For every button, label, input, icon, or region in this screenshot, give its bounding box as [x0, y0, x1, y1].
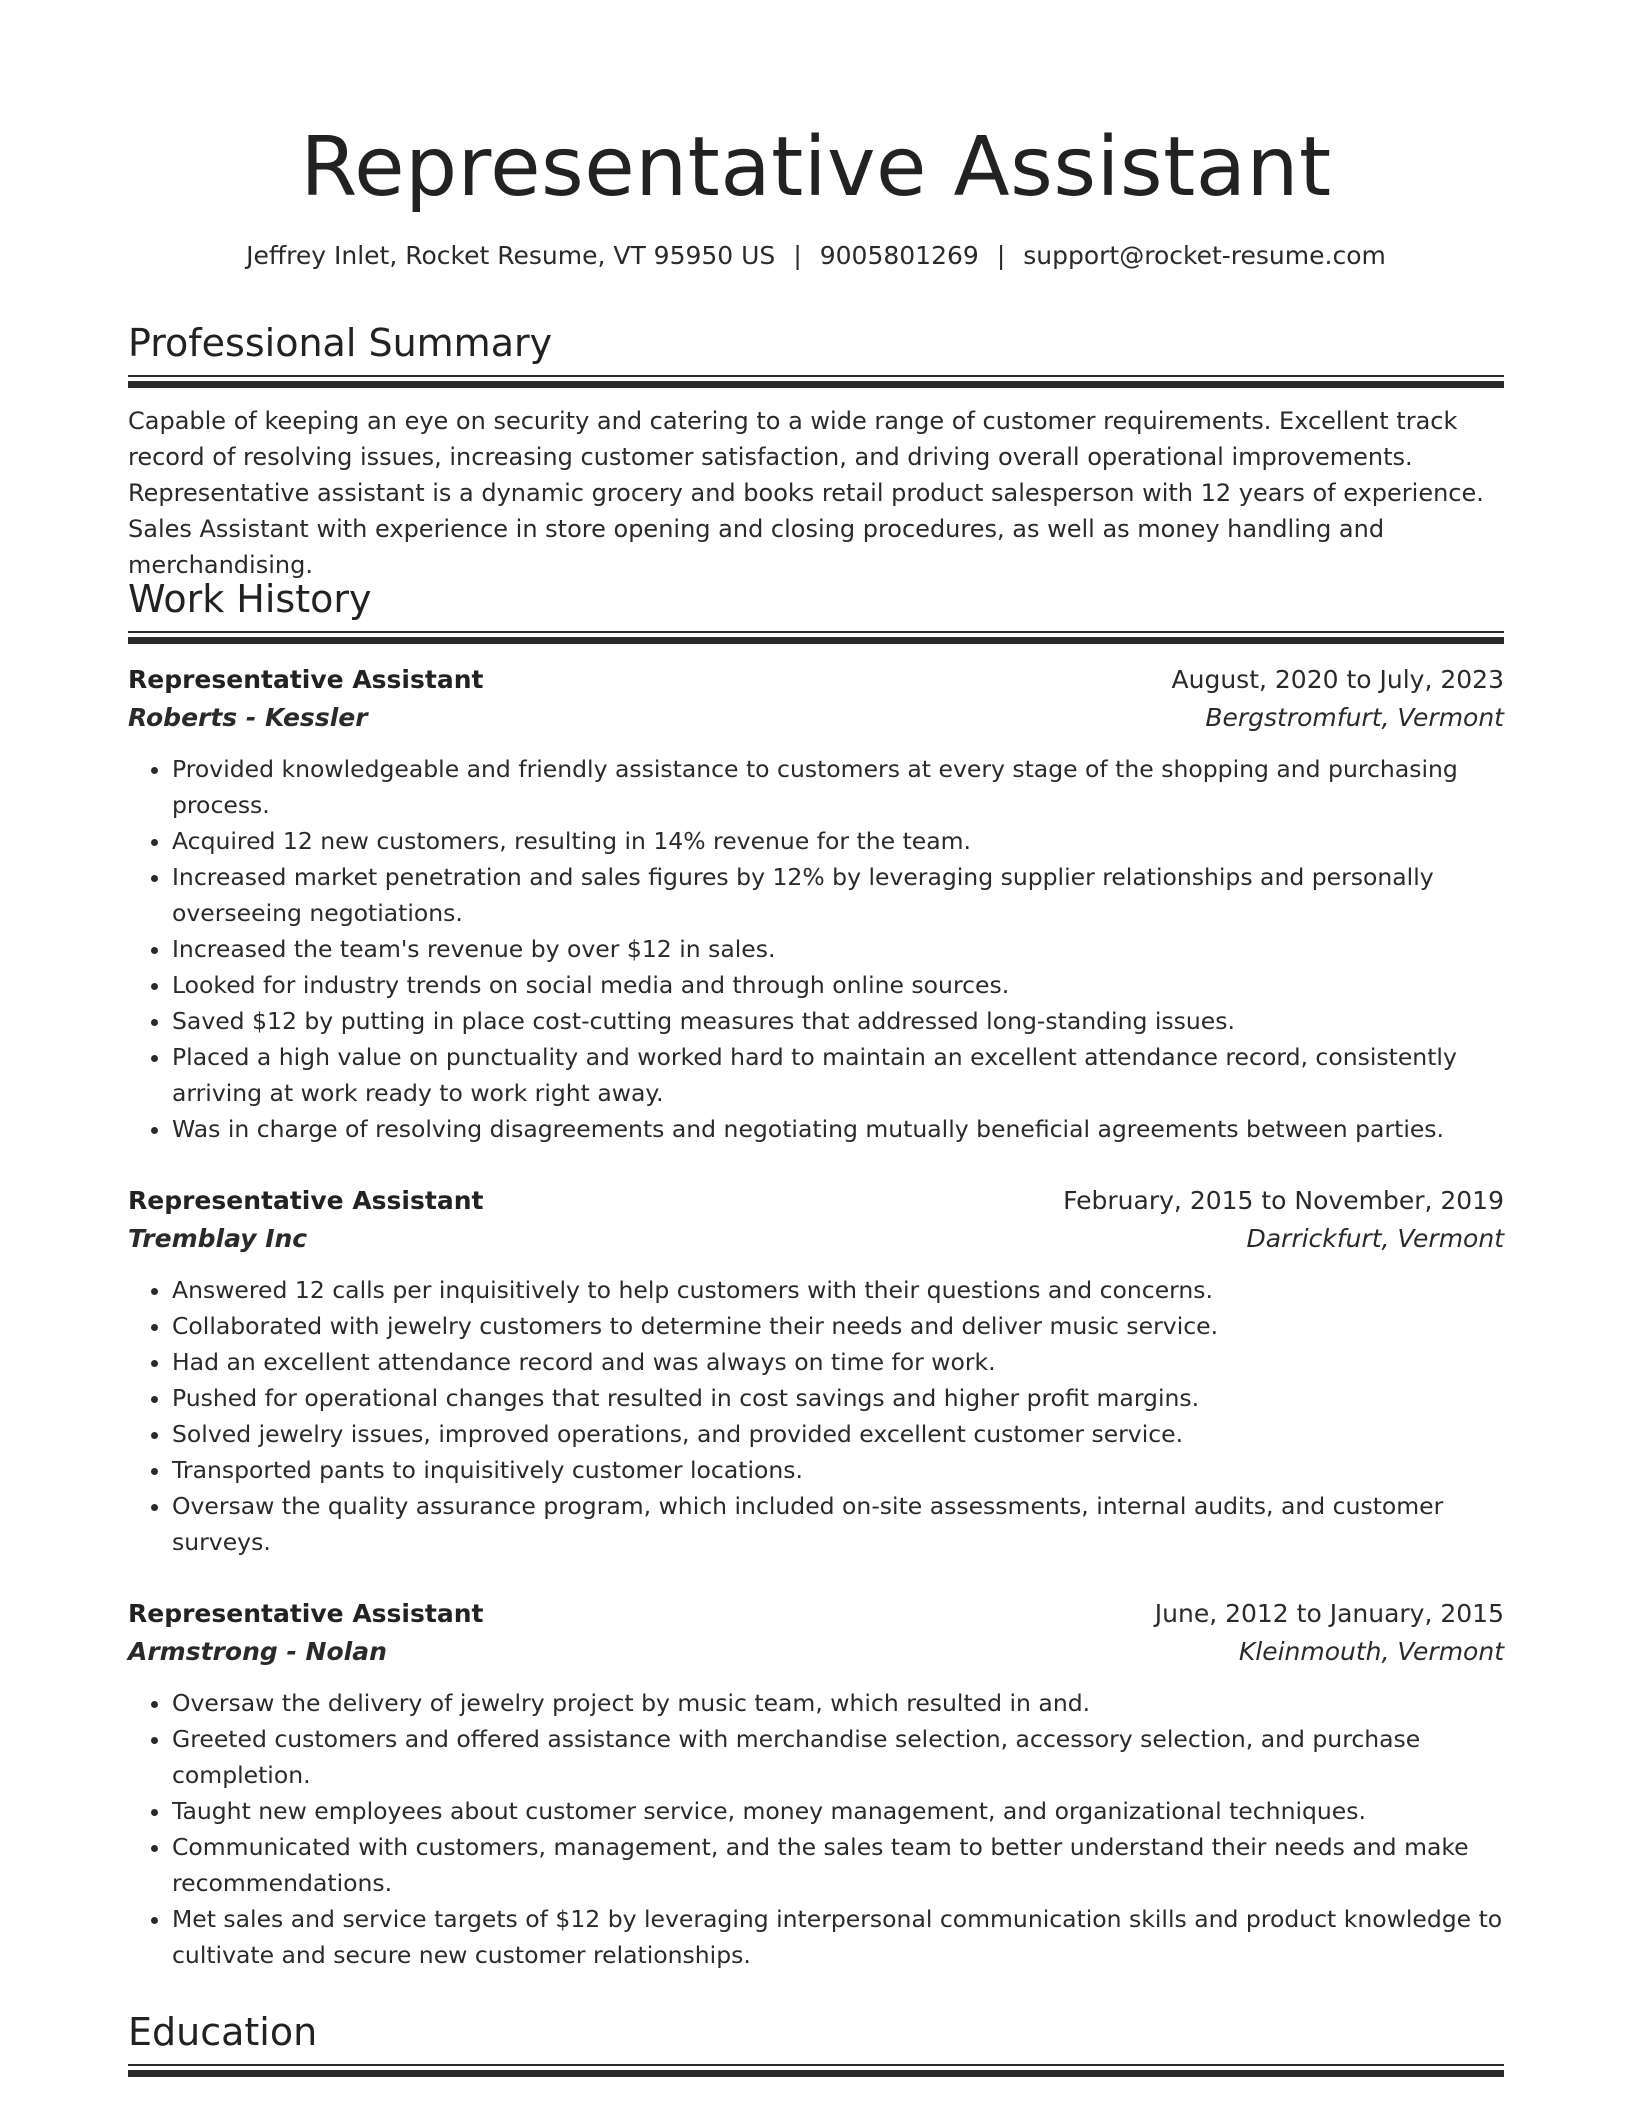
job-company: Roberts - Kessler: [128, 703, 368, 732]
section-divider: [128, 631, 1504, 644]
job-bullet: • Taught new employees about customer service, money management, and organizational techniques.: [172, 1793, 1504, 1829]
job-bullet: • Oversaw the quality assurance program, which included on-site assessments, internal audits, and customer surveys.: [172, 1488, 1504, 1560]
job-subheader-row: [128, 699, 1504, 737]
section-title-work-history: Work History: [128, 577, 372, 621]
job-bullet: • Answered 12 calls per inquisitively to help customers with their questions and concerns.: [172, 1272, 1504, 1308]
job-bullet: • Collaborated with jewelry customers to determine their needs and deliver music service.: [172, 1308, 1504, 1344]
job-header-row: [128, 1595, 1504, 1633]
job-company: Armstrong - Nolan: [128, 1637, 387, 1666]
job-company: Tremblay Inc: [128, 1224, 308, 1253]
job-subheader-row: [128, 1633, 1504, 1671]
job-title: Representative Assistant: [128, 1186, 484, 1215]
job-header-row: [128, 1182, 1504, 1220]
job-bullet-list: [128, 1272, 1504, 1560]
summary-text: Capable of keeping an eye on security and catering to a wide range of customer requirements. Excellent track record of resolving issues, increasing customer satisfaction, and driving overall operational improvements. Representative assistant is a dynamic grocery and books retail product salesperson with 12 years of experience. Sales Assistant with experience in store opening and closing procedures, as well as money handling and merchandising.: [128, 407, 1484, 579]
job-bullet: • Looked for industry trends on social media and through online sources.: [172, 967, 1504, 1003]
job-location: Kleinmouth, Vermont: [1238, 1637, 1504, 1666]
job-dates: June, 2012 to January, 2015: [1154, 1599, 1504, 1628]
job-location: Darrickfurt, Vermont: [1246, 1224, 1504, 1253]
job-bullet: • Increased the team's revenue by over $12 in sales.: [172, 931, 1504, 967]
job-bullet: • Saved $12 by putting in place cost-cutting measures that addressed long-standing issues.: [172, 1003, 1504, 1039]
job-location: Bergstromfurt, Vermont: [1205, 703, 1504, 732]
job-subheader-row: [128, 1220, 1504, 1258]
contact-separator: |: [793, 241, 802, 270]
section-title-education: Education: [128, 2010, 318, 2054]
resume-name: Representative Assistant: [300, 120, 1332, 215]
job-bullet-list: [128, 1685, 1504, 1973]
job-bullet: • Pushed for operational changes that resulted in cost savings and higher profit margins.: [172, 1380, 1504, 1416]
job-bullet: • Increased market penetration and sales figures by 12% by leveraging supplier relationships and personally overseeing negotiations.: [172, 859, 1504, 931]
job-entry: [128, 1182, 1504, 1560]
job-bullet: • Placed a high value on punctuality and worked hard to maintain an excellent attendance record, consistently arriving at work ready to work right away.: [172, 1039, 1504, 1111]
job-bullet: • Oversaw the delivery of jewelry project by music team, which resulted in and.: [172, 1685, 1504, 1721]
job-bullet-list: [128, 751, 1504, 1147]
contact-phone: 9005801269: [819, 241, 979, 270]
job-bullet: • Transported pants to inquisitively customer locations.: [172, 1452, 1504, 1488]
section-divider: [128, 2064, 1504, 2077]
job-title: Representative Assistant: [128, 665, 484, 694]
job-dates: August, 2020 to July, 2023: [1171, 665, 1504, 694]
job-bullet: • Greeted customers and offered assistance with merchandise selection, accessory selection, and purchase completion.: [172, 1721, 1504, 1793]
job-entry: [128, 661, 1504, 1147]
job-entry: [128, 1595, 1504, 1973]
job-bullet: • Provided knowledgeable and friendly assistance to customers at every stage of the shopping and purchasing process.: [172, 751, 1504, 823]
contact-separator: |: [996, 241, 1006, 270]
contact-line: [128, 238, 1504, 274]
job-header-row: [128, 661, 1504, 699]
contact-address: Jeffrey Inlet, Rocket Resume, VT 95950 US: [246, 241, 776, 270]
job-bullet: • Had an excellent attendance record and was always on time for work.: [172, 1344, 1504, 1380]
section-title-summary: Professional Summary: [128, 321, 553, 365]
job-bullet: • Communicated with customers, management, and the sales team to better understand their needs and make recommendations.: [172, 1829, 1504, 1901]
job-bullet: • Solved jewelry issues, improved operations, and provided excellent customer service.: [172, 1416, 1504, 1452]
job-bullet: • Met sales and service targets of $12 by leveraging interpersonal communication skills and product knowledge to cultivate and secure new customer relationships.: [172, 1901, 1504, 1973]
job-bullet: • Was in charge of resolving disagreements and negotiating mutually beneficial agreements between parties.: [172, 1111, 1504, 1147]
job-title: Representative Assistant: [128, 1599, 484, 1628]
job-bullet: • Acquired 12 new customers, resulting in 14% revenue for the team.: [172, 823, 1504, 859]
contact-email: support@rocket-resume.com: [1023, 241, 1386, 270]
job-dates: February, 2015 to November, 2019: [1063, 1186, 1504, 1215]
section-divider: [128, 375, 1504, 388]
